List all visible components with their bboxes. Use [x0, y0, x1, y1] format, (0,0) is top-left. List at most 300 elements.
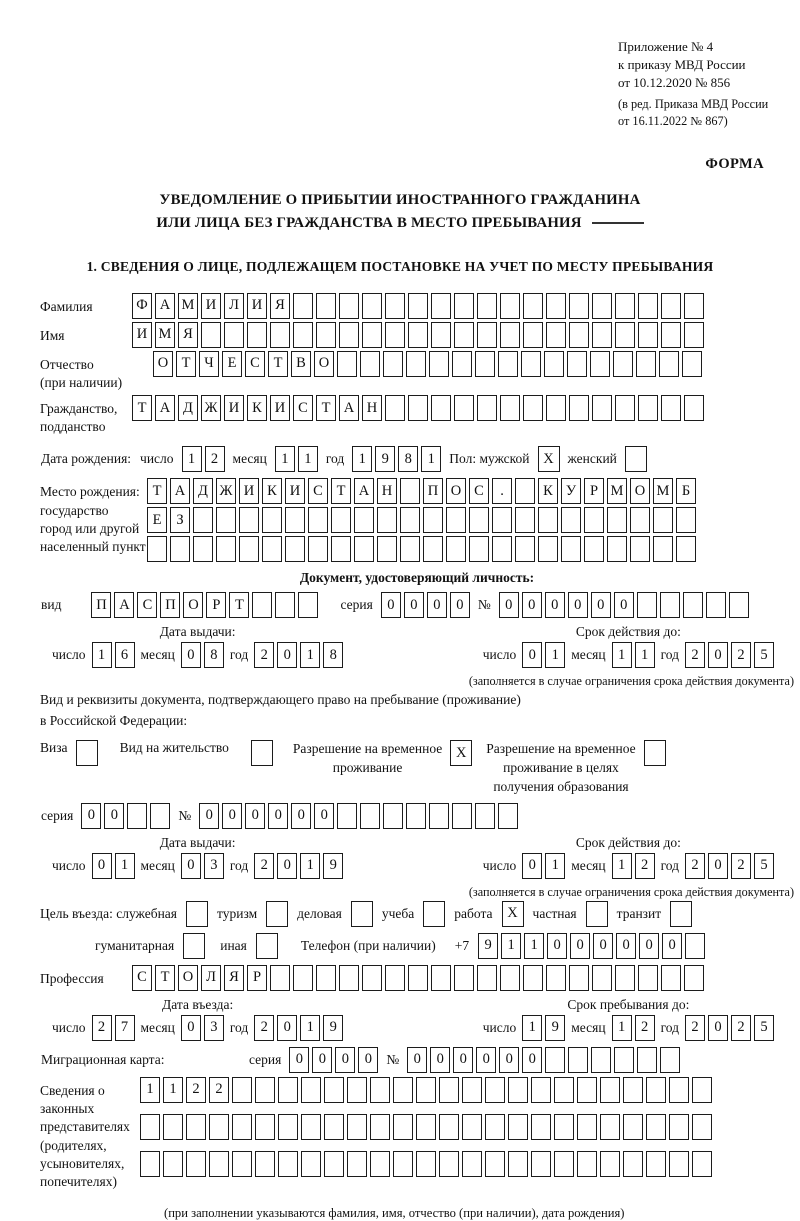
char-cell[interactable]: О	[183, 592, 203, 618]
char-cell[interactable]: 2	[685, 642, 705, 668]
char-cell[interactable]: Т	[176, 351, 196, 377]
char-cell[interactable]	[301, 1114, 321, 1140]
char-cell[interactable]	[293, 322, 313, 348]
purpose-official-checkbox[interactable]	[186, 901, 208, 927]
char-cell[interactable]: 0	[522, 642, 542, 668]
char-cell[interactable]	[544, 351, 564, 377]
char-cell[interactable]: 0	[181, 1015, 201, 1041]
char-cell[interactable]	[377, 536, 397, 562]
char-cell[interactable]: 0	[708, 853, 728, 879]
char-cell[interactable]	[186, 1151, 206, 1177]
char-cell[interactable]	[347, 1077, 367, 1103]
char-cell[interactable]	[362, 322, 382, 348]
char-cell[interactable]	[339, 965, 359, 991]
char-cell[interactable]	[255, 1077, 275, 1103]
char-cell[interactable]	[255, 1114, 275, 1140]
char-cell[interactable]: 1	[300, 853, 320, 879]
char-cell[interactable]	[385, 395, 405, 421]
char-cell[interactable]: А	[354, 478, 374, 504]
char-cell[interactable]	[216, 536, 236, 562]
char-cell[interactable]	[339, 293, 359, 319]
char-cell[interactable]	[454, 395, 474, 421]
char-cell[interactable]	[485, 1077, 505, 1103]
char-cell[interactable]: 1	[421, 446, 441, 472]
char-cell[interactable]: Р	[247, 965, 267, 991]
char-cell[interactable]: Т	[147, 478, 167, 504]
char-cell[interactable]	[431, 293, 451, 319]
char-cell[interactable]	[193, 536, 213, 562]
char-cell[interactable]	[446, 536, 466, 562]
char-cell[interactable]	[683, 592, 703, 618]
char-cell[interactable]	[360, 351, 380, 377]
char-cell[interactable]: 0	[568, 592, 588, 618]
char-cell[interactable]: И	[285, 478, 305, 504]
char-cell[interactable]	[331, 536, 351, 562]
char-cell[interactable]	[362, 293, 382, 319]
char-cell[interactable]	[324, 1114, 344, 1140]
char-cell[interactable]	[308, 507, 328, 533]
char-cell[interactable]: 0	[522, 1047, 542, 1073]
char-cell[interactable]	[247, 322, 267, 348]
char-cell[interactable]	[408, 395, 428, 421]
char-cell[interactable]	[431, 322, 451, 348]
char-cell[interactable]: 0	[277, 642, 297, 668]
char-cell[interactable]	[324, 1077, 344, 1103]
char-cell[interactable]: 0	[453, 1047, 473, 1073]
char-cell[interactable]: 2	[254, 1015, 274, 1041]
char-cell[interactable]	[554, 1151, 574, 1177]
char-cell[interactable]: 1	[163, 1077, 183, 1103]
char-cell[interactable]	[429, 351, 449, 377]
char-cell[interactable]: 0	[522, 592, 542, 618]
char-cell[interactable]	[193, 507, 213, 533]
char-cell[interactable]: 2	[186, 1077, 206, 1103]
char-cell[interactable]	[592, 322, 612, 348]
char-cell[interactable]: О	[178, 965, 198, 991]
char-cell[interactable]	[408, 322, 428, 348]
char-cell[interactable]: Н	[377, 478, 397, 504]
char-cell[interactable]: 5	[754, 642, 774, 668]
char-cell[interactable]	[362, 965, 382, 991]
char-cell[interactable]	[630, 536, 650, 562]
char-cell[interactable]: 0	[181, 642, 201, 668]
char-cell[interactable]	[577, 1077, 597, 1103]
char-cell[interactable]	[400, 478, 420, 504]
char-cell[interactable]: 0	[430, 1047, 450, 1073]
char-cell[interactable]	[316, 322, 336, 348]
char-cell[interactable]: А	[155, 395, 175, 421]
char-cell[interactable]: 9	[323, 1015, 343, 1041]
char-cell[interactable]: 0	[708, 1015, 728, 1041]
char-cell[interactable]: 2	[635, 1015, 655, 1041]
char-cell[interactable]	[170, 536, 190, 562]
char-cell[interactable]	[500, 322, 520, 348]
char-cell[interactable]: Я	[224, 965, 244, 991]
char-cell[interactable]: 2	[92, 1015, 112, 1041]
char-cell[interactable]	[613, 351, 633, 377]
char-cell[interactable]	[684, 322, 704, 348]
char-cell[interactable]: 2	[254, 853, 274, 879]
char-cell[interactable]: 1	[300, 1015, 320, 1041]
char-cell[interactable]: 0	[570, 933, 590, 959]
sex-female-checkbox[interactable]	[625, 446, 647, 472]
char-cell[interactable]	[439, 1151, 459, 1177]
char-cell[interactable]	[554, 1114, 574, 1140]
char-cell[interactable]: К	[247, 395, 267, 421]
char-cell[interactable]	[454, 293, 474, 319]
char-cell[interactable]: Т	[316, 395, 336, 421]
char-cell[interactable]	[577, 1151, 597, 1177]
char-cell[interactable]	[347, 1151, 367, 1177]
char-cell[interactable]	[684, 395, 704, 421]
char-cell[interactable]	[577, 1114, 597, 1140]
char-cell[interactable]	[646, 1151, 666, 1177]
char-cell[interactable]: М	[155, 322, 175, 348]
char-cell[interactable]	[600, 1077, 620, 1103]
purpose-humanitarian-checkbox[interactable]	[183, 933, 205, 959]
char-cell[interactable]: 8	[323, 642, 343, 668]
char-cell[interactable]	[538, 507, 558, 533]
char-cell[interactable]	[592, 395, 612, 421]
char-cell[interactable]	[385, 293, 405, 319]
char-cell[interactable]	[523, 395, 543, 421]
char-cell[interactable]	[454, 322, 474, 348]
char-cell[interactable]	[523, 965, 543, 991]
char-cell[interactable]: 2	[731, 642, 751, 668]
char-cell[interactable]: 0	[407, 1047, 427, 1073]
char-cell[interactable]	[661, 965, 681, 991]
char-cell[interactable]	[393, 1114, 413, 1140]
char-cell[interactable]	[270, 322, 290, 348]
char-cell[interactable]: 0	[476, 1047, 496, 1073]
char-cell[interactable]	[163, 1151, 183, 1177]
char-cell[interactable]	[140, 1114, 160, 1140]
char-cell[interactable]	[385, 322, 405, 348]
char-cell[interactable]: 5	[754, 1015, 774, 1041]
char-cell[interactable]: 2	[635, 853, 655, 879]
char-cell[interactable]	[452, 803, 472, 829]
char-cell[interactable]: 9	[478, 933, 498, 959]
char-cell[interactable]	[684, 965, 704, 991]
char-cell[interactable]	[638, 293, 658, 319]
char-cell[interactable]	[475, 351, 495, 377]
char-cell[interactable]	[498, 351, 518, 377]
char-cell[interactable]	[660, 1047, 680, 1073]
char-cell[interactable]: 8	[398, 446, 418, 472]
char-cell[interactable]	[393, 1151, 413, 1177]
char-cell[interactable]: 0	[522, 853, 542, 879]
char-cell[interactable]: 1	[300, 642, 320, 668]
char-cell[interactable]: 1	[524, 933, 544, 959]
char-cell[interactable]: 0	[199, 803, 219, 829]
purpose-transit-checkbox[interactable]	[670, 901, 692, 927]
char-cell[interactable]	[485, 1114, 505, 1140]
char-cell[interactable]	[623, 1114, 643, 1140]
char-cell[interactable]	[383, 351, 403, 377]
char-cell[interactable]	[615, 395, 635, 421]
char-cell[interactable]	[692, 1114, 712, 1140]
char-cell[interactable]: 0	[616, 933, 636, 959]
char-cell[interactable]	[607, 507, 627, 533]
char-cell[interactable]	[692, 1151, 712, 1177]
char-cell[interactable]	[546, 293, 566, 319]
char-cell[interactable]: 0	[639, 933, 659, 959]
char-cell[interactable]	[285, 536, 305, 562]
char-cell[interactable]: П	[423, 478, 443, 504]
char-cell[interactable]	[646, 1077, 666, 1103]
char-cell[interactable]: Л	[224, 293, 244, 319]
char-cell[interactable]	[209, 1151, 229, 1177]
char-cell[interactable]: И	[270, 395, 290, 421]
char-cell[interactable]	[515, 507, 535, 533]
char-cell[interactable]	[498, 803, 518, 829]
char-cell[interactable]	[508, 1151, 528, 1177]
char-cell[interactable]: Д	[193, 478, 213, 504]
char-cell[interactable]: М	[607, 478, 627, 504]
char-cell[interactable]	[127, 803, 147, 829]
char-cell[interactable]	[661, 395, 681, 421]
char-cell[interactable]	[293, 293, 313, 319]
char-cell[interactable]: О	[314, 351, 334, 377]
char-cell[interactable]	[308, 536, 328, 562]
char-cell[interactable]: 0	[104, 803, 124, 829]
char-cell[interactable]	[561, 507, 581, 533]
char-cell[interactable]	[377, 507, 397, 533]
char-cell[interactable]	[278, 1077, 298, 1103]
char-cell[interactable]: 0	[591, 592, 611, 618]
char-cell[interactable]	[423, 507, 443, 533]
char-cell[interactable]	[469, 536, 489, 562]
char-cell[interactable]	[637, 592, 657, 618]
char-cell[interactable]: С	[245, 351, 265, 377]
visa-checkbox[interactable]	[76, 740, 98, 766]
char-cell[interactable]	[614, 1047, 634, 1073]
char-cell[interactable]	[630, 507, 650, 533]
residence-permit-checkbox[interactable]	[251, 740, 273, 766]
char-cell[interactable]	[515, 478, 535, 504]
char-cell[interactable]	[316, 965, 336, 991]
char-cell[interactable]: 5	[754, 853, 774, 879]
purpose-other-checkbox[interactable]	[256, 933, 278, 959]
char-cell[interactable]	[546, 395, 566, 421]
char-cell[interactable]: Т	[229, 592, 249, 618]
char-cell[interactable]: 2	[205, 446, 225, 472]
char-cell[interactable]: С	[469, 478, 489, 504]
char-cell[interactable]: 0	[499, 592, 519, 618]
char-cell[interactable]	[406, 803, 426, 829]
char-cell[interactable]	[669, 1151, 689, 1177]
char-cell[interactable]	[477, 395, 497, 421]
char-cell[interactable]	[508, 1077, 528, 1103]
temp-residence-checkbox[interactable]: X	[450, 740, 472, 766]
char-cell[interactable]: 0	[662, 933, 682, 959]
char-cell[interactable]: 0	[289, 1047, 309, 1073]
char-cell[interactable]	[150, 803, 170, 829]
char-cell[interactable]: 7	[115, 1015, 135, 1041]
char-cell[interactable]	[569, 322, 589, 348]
char-cell[interactable]: 6	[115, 642, 135, 668]
char-cell[interactable]	[584, 536, 604, 562]
char-cell[interactable]	[360, 803, 380, 829]
char-cell[interactable]: Е	[147, 507, 167, 533]
char-cell[interactable]	[653, 507, 673, 533]
char-cell[interactable]	[454, 965, 474, 991]
char-cell[interactable]: К	[262, 478, 282, 504]
char-cell[interactable]	[638, 322, 658, 348]
char-cell[interactable]: И	[224, 395, 244, 421]
char-cell[interactable]	[354, 536, 374, 562]
char-cell[interactable]	[429, 803, 449, 829]
char-cell[interactable]	[623, 1077, 643, 1103]
char-cell[interactable]	[339, 322, 359, 348]
char-cell[interactable]: О	[446, 478, 466, 504]
char-cell[interactable]	[638, 395, 658, 421]
char-cell[interactable]: Я	[178, 322, 198, 348]
char-cell[interactable]	[569, 395, 589, 421]
char-cell[interactable]	[275, 592, 295, 618]
char-cell[interactable]: 0	[181, 853, 201, 879]
char-cell[interactable]: 0	[593, 933, 613, 959]
char-cell[interactable]: М	[178, 293, 198, 319]
temp-residence-edu-checkbox[interactable]	[644, 740, 666, 766]
char-cell[interactable]	[591, 1047, 611, 1073]
char-cell[interactable]	[568, 1047, 588, 1073]
char-cell[interactable]	[301, 1077, 321, 1103]
char-cell[interactable]	[567, 351, 587, 377]
char-cell[interactable]	[590, 351, 610, 377]
char-cell[interactable]	[485, 1151, 505, 1177]
char-cell[interactable]: 0	[291, 803, 311, 829]
char-cell[interactable]: 1	[612, 642, 632, 668]
char-cell[interactable]: 1	[522, 1015, 542, 1041]
char-cell[interactable]: Д	[178, 395, 198, 421]
char-cell[interactable]: Т	[155, 965, 175, 991]
char-cell[interactable]: С	[132, 965, 152, 991]
char-cell[interactable]: 0	[614, 592, 634, 618]
char-cell[interactable]	[554, 1077, 574, 1103]
char-cell[interactable]	[615, 293, 635, 319]
char-cell[interactable]: 2	[731, 853, 751, 879]
char-cell[interactable]	[561, 536, 581, 562]
char-cell[interactable]	[592, 293, 612, 319]
char-cell[interactable]: П	[160, 592, 180, 618]
char-cell[interactable]	[201, 322, 221, 348]
char-cell[interactable]: 1	[635, 642, 655, 668]
char-cell[interactable]	[301, 1151, 321, 1177]
char-cell[interactable]	[337, 351, 357, 377]
char-cell[interactable]: Р	[206, 592, 226, 618]
char-cell[interactable]	[659, 351, 679, 377]
char-cell[interactable]: 0	[499, 1047, 519, 1073]
char-cell[interactable]: 0	[427, 592, 447, 618]
char-cell[interactable]: 0	[450, 592, 470, 618]
char-cell[interactable]: 0	[81, 803, 101, 829]
char-cell[interactable]: 0	[268, 803, 288, 829]
char-cell[interactable]	[531, 1114, 551, 1140]
char-cell[interactable]	[400, 536, 420, 562]
char-cell[interactable]: М	[653, 478, 673, 504]
char-cell[interactable]	[600, 1151, 620, 1177]
char-cell[interactable]	[416, 1077, 436, 1103]
char-cell[interactable]	[423, 536, 443, 562]
char-cell[interactable]	[406, 351, 426, 377]
char-cell[interactable]: 0	[404, 592, 424, 618]
char-cell[interactable]	[492, 536, 512, 562]
char-cell[interactable]	[370, 1114, 390, 1140]
purpose-business-checkbox[interactable]	[351, 901, 373, 927]
char-cell[interactable]: Я	[270, 293, 290, 319]
char-cell[interactable]: 2	[731, 1015, 751, 1041]
char-cell[interactable]	[469, 507, 489, 533]
char-cell[interactable]: В	[291, 351, 311, 377]
char-cell[interactable]	[500, 293, 520, 319]
char-cell[interactable]: .	[492, 478, 512, 504]
char-cell[interactable]	[232, 1114, 252, 1140]
char-cell[interactable]: З	[170, 507, 190, 533]
char-cell[interactable]: 0	[277, 853, 297, 879]
char-cell[interactable]	[684, 293, 704, 319]
char-cell[interactable]	[462, 1114, 482, 1140]
char-cell[interactable]: 0	[708, 642, 728, 668]
char-cell[interactable]: 2	[685, 853, 705, 879]
char-cell[interactable]: 1	[115, 853, 135, 879]
char-cell[interactable]: 1	[298, 446, 318, 472]
char-cell[interactable]	[262, 507, 282, 533]
char-cell[interactable]: А	[339, 395, 359, 421]
char-cell[interactable]	[660, 592, 680, 618]
char-cell[interactable]	[408, 293, 428, 319]
char-cell[interactable]: Ж	[201, 395, 221, 421]
char-cell[interactable]	[324, 1151, 344, 1177]
char-cell[interactable]	[546, 965, 566, 991]
char-cell[interactable]	[569, 965, 589, 991]
char-cell[interactable]: Ф	[132, 293, 152, 319]
char-cell[interactable]	[278, 1151, 298, 1177]
char-cell[interactable]	[462, 1151, 482, 1177]
char-cell[interactable]	[262, 536, 282, 562]
char-cell[interactable]	[515, 536, 535, 562]
char-cell[interactable]	[383, 803, 403, 829]
char-cell[interactable]	[538, 536, 558, 562]
char-cell[interactable]	[477, 293, 497, 319]
char-cell[interactable]: 1	[352, 446, 372, 472]
char-cell[interactable]	[638, 965, 658, 991]
char-cell[interactable]	[140, 1151, 160, 1177]
char-cell[interactable]: И	[132, 322, 152, 348]
char-cell[interactable]: О	[153, 351, 173, 377]
char-cell[interactable]: Т	[132, 395, 152, 421]
char-cell[interactable]: 0	[92, 853, 112, 879]
char-cell[interactable]: 8	[204, 642, 224, 668]
char-cell[interactable]	[531, 1151, 551, 1177]
char-cell[interactable]: Ч	[199, 351, 219, 377]
char-cell[interactable]: 2	[685, 1015, 705, 1041]
char-cell[interactable]	[500, 965, 520, 991]
char-cell[interactable]	[278, 1114, 298, 1140]
char-cell[interactable]	[216, 507, 236, 533]
char-cell[interactable]	[331, 507, 351, 533]
char-cell[interactable]	[431, 395, 451, 421]
char-cell[interactable]: Б	[676, 478, 696, 504]
char-cell[interactable]	[239, 536, 259, 562]
char-cell[interactable]: П	[91, 592, 111, 618]
char-cell[interactable]	[452, 351, 472, 377]
char-cell[interactable]: 0	[312, 1047, 332, 1073]
char-cell[interactable]	[298, 592, 318, 618]
char-cell[interactable]: Н	[362, 395, 382, 421]
char-cell[interactable]: 1	[545, 853, 565, 879]
char-cell[interactable]	[545, 1047, 565, 1073]
